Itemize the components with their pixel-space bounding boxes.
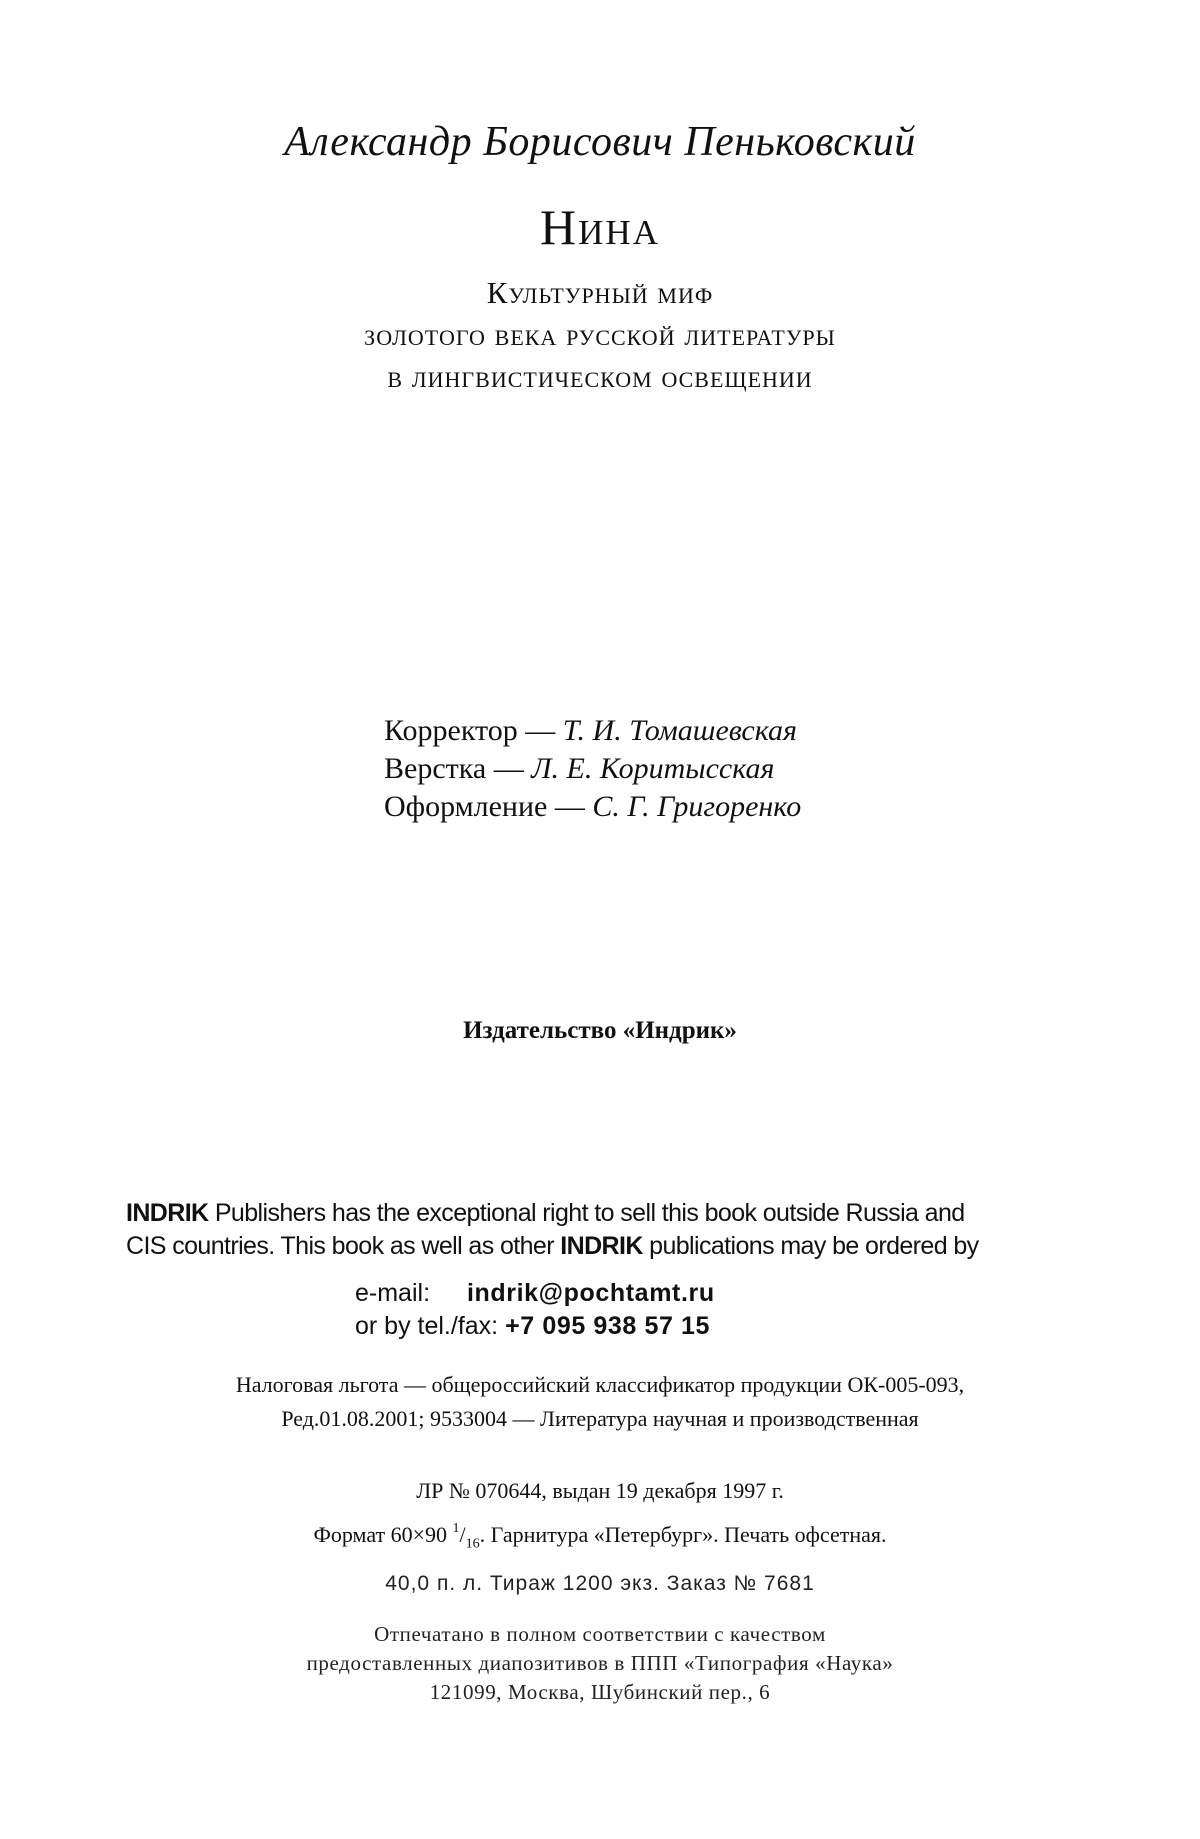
email-label: e-mail: xyxy=(355,1279,431,1307)
format-text: . Гарнитура «Петербург». Печать офсетная. xyxy=(479,1522,887,1547)
format-text: Формат 60×90 xyxy=(313,1522,453,1547)
credit-name: Т. И. Томашевская xyxy=(562,714,797,747)
credit-role: Верстка — xyxy=(384,752,532,785)
email-address: indrik@pochtamt.ru xyxy=(467,1279,715,1307)
credits-block xyxy=(384,712,801,826)
tax-line-2: Ред.01.08.2001; 9533004 — Литература научная и производственная xyxy=(281,1406,919,1431)
format-fraction-denominator: 16 xyxy=(465,1536,480,1552)
tax-line-1: Налоговая льгота — общероссийский классификатор продукции ОК-005-093, xyxy=(235,1372,965,1397)
subtitle-line-1: Культурный миф xyxy=(486,275,714,310)
printed-line-3: 121099, Москва, Шубинский пер., 6 xyxy=(429,1680,771,1704)
indrik-notice-text: Publishers has the exceptional right to sell this book outside Russia and xyxy=(208,1199,965,1227)
format-line xyxy=(0,1522,1200,1552)
indrik-notice-line-1 xyxy=(126,1197,1076,1230)
credit-role: Оформление — xyxy=(384,790,593,823)
format-fraction-numerator: 1 xyxy=(452,1520,460,1536)
tel-label: or by tel./fax: xyxy=(355,1312,499,1340)
contact-email-row xyxy=(355,1277,715,1310)
indrik-notice-text: CIS countries. This book as well as other xyxy=(126,1232,561,1260)
indrik-notice xyxy=(126,1197,1076,1263)
credit-name: С. Г. Григоренко xyxy=(592,790,802,823)
indrik-notice-text: publications may be ordered by xyxy=(642,1232,979,1260)
publisher-name: Издательство «Индрик» xyxy=(463,1017,737,1044)
format-fraction-separator: / xyxy=(459,1522,466,1547)
credit-layout xyxy=(384,750,801,788)
credit-design xyxy=(384,788,801,826)
printed-line-1: Отпечатано в полном соответствии с качеством xyxy=(374,1622,826,1646)
book-title: Нина xyxy=(540,199,660,255)
contact-block xyxy=(355,1277,715,1343)
subtitle-line-3: в лингвистическом освещении xyxy=(387,359,813,394)
credit-name: Л. Е. Коритысская xyxy=(531,752,775,785)
license-line: ЛР № 070644, выдан 19 декабря 1997 г. xyxy=(416,1478,784,1503)
volume-line: 40,0 п. л. Тираж 1200 экз. Заказ № 7681 xyxy=(385,1572,815,1595)
printed-line-2: предоставленных диапозитивов в ППП «Типография «Наука» xyxy=(306,1651,894,1675)
indrik-brand: INDRIK xyxy=(560,1232,643,1260)
contact-tel-row xyxy=(355,1310,715,1343)
tel-number: +7 095 938 57 15 xyxy=(505,1312,711,1340)
author-name: Александр Борисович Пеньковский xyxy=(284,119,916,165)
subtitle-line-2: золотого века русской литературы xyxy=(364,317,836,352)
indrik-brand: INDRIK xyxy=(126,1199,209,1227)
indrik-notice-line-2 xyxy=(126,1230,1076,1263)
credit-proofreader xyxy=(384,712,801,750)
credit-role: Корректор — xyxy=(384,714,563,747)
